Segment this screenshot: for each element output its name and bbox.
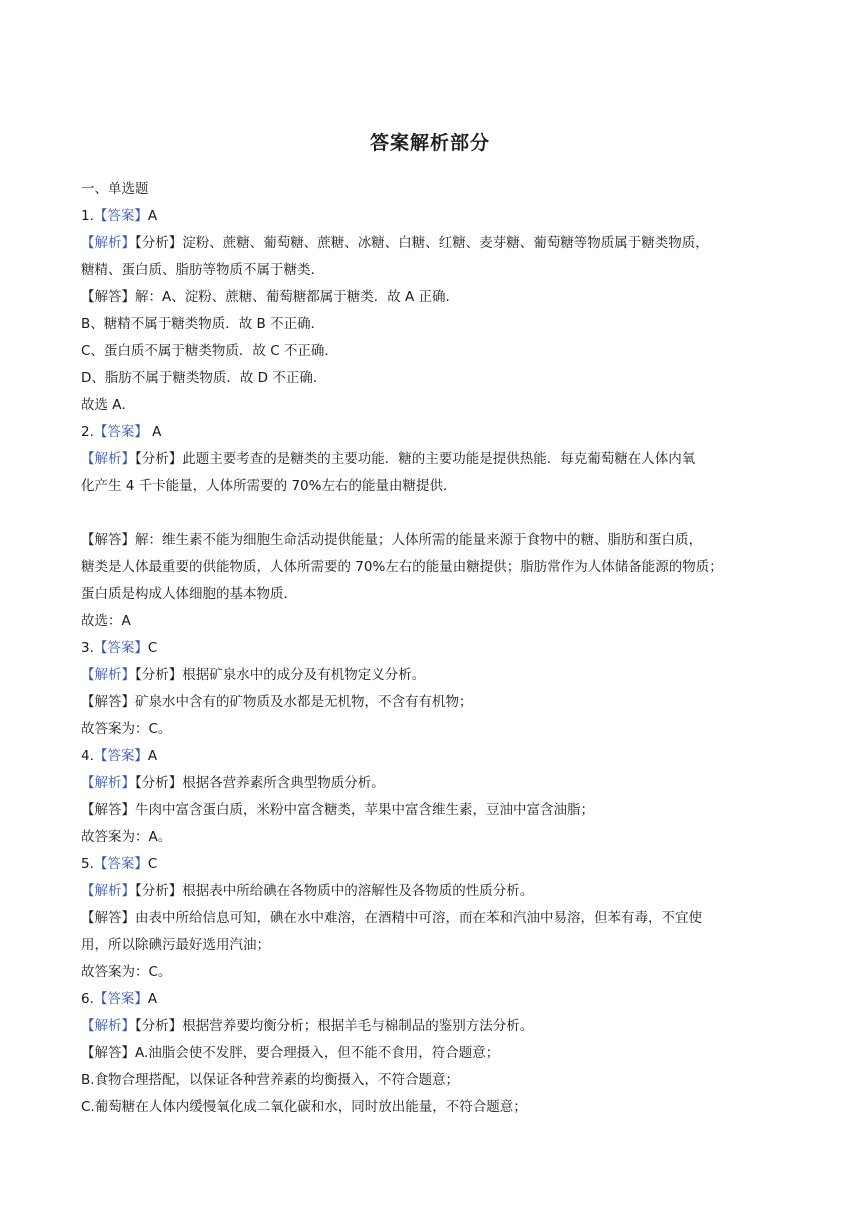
conclusion-line: 故答案为：C。	[81, 964, 172, 980]
analysis-line	[81, 662, 781, 689]
analysis-text-cont: 化产生 4 千卡能量，人体所需要的 70%左右的能量由糖提供．	[81, 478, 457, 494]
solution-line: 【解答】解：A、淀粉、蔗糖、葡萄糖都属于糖类．故 A 正确．	[81, 289, 460, 305]
answer-line-2	[81, 419, 781, 446]
solution-line: D、脂肪不属于糖类物质．故 D 不正确．	[81, 370, 327, 386]
solution-line: 糖类是人体最重要的供能物质，人体所需要的 70%左右的能量由糖提供；脂肪常作为人体储备能源的物质；	[81, 559, 723, 575]
analysis-label: 【解析】	[81, 883, 135, 899]
analysis-label: 【解析】	[81, 1018, 135, 1034]
solution-line: 【解答】A.油脂会使不发胖，要合理摄入，但不能不食用，符合题意；	[81, 1045, 500, 1061]
answer-line-3	[81, 635, 781, 662]
answer-label: 【答案】	[93, 748, 148, 764]
analysis-text: 【分析】根据各营养素所含典型物质分析。	[135, 775, 385, 791]
solution-line: 【解答】解：维生素不能为细胞生命活动提供能量；人体所需的能量来源于食物中的糖、脂肪和蛋白质，	[81, 532, 702, 548]
page-title: 答案解析部分	[369, 132, 490, 154]
answer-value: A	[147, 991, 158, 1007]
answer-value: A	[147, 424, 162, 440]
solution-line: 用，所以除碘污最好选用汽油；	[81, 937, 270, 953]
analysis-line	[81, 1013, 781, 1040]
answer-label: 【答案】	[93, 208, 148, 224]
solution-line: 【解答】牛肉中富含蛋白质，米粉中富含糖类，苹果中富含维生素，豆油中富含油脂；	[81, 802, 594, 818]
analysis-text: 【分析】此题主要考查的是糖类的主要功能．糖的主要功能是提供热能．每克葡萄糖在人体内氧	[135, 451, 696, 467]
analysis-line	[81, 446, 781, 473]
analysis-text-cont: 糖精、蛋白质、脂肪等物质不属于糖类.	[81, 262, 315, 278]
solution-line: C、蛋白质不属于糖类物质．故 C 不正确．	[81, 343, 338, 359]
analysis-label: 【解析】	[81, 451, 135, 467]
section-heading: 一、单选题	[81, 181, 149, 197]
answer-content	[81, 176, 781, 1121]
answer-label: 【答案】	[93, 856, 148, 872]
answer-label: 【答案】	[93, 640, 148, 656]
analysis-text: 【分析】根据表中所给碘在各物质中的溶解性及各物质的性质分析。	[135, 883, 534, 899]
analysis-label: 【解析】	[81, 667, 135, 683]
analysis-label: 【解析】	[81, 235, 135, 251]
question-number: 5.	[81, 856, 94, 872]
answer-value: A	[147, 748, 158, 764]
question-number: 2.	[81, 424, 94, 440]
blank-line	[81, 500, 781, 527]
conclusion-line: 故选 A．	[81, 397, 136, 413]
solution-line: 【解答】由表中所给信息可知，碘在水中难溶，在酒精中可溶，而在苯和汽油中易溶，但苯有毒，不宜使	[81, 910, 702, 926]
answer-value: C	[147, 856, 158, 872]
conclusion-line: 故答案为：C。	[81, 721, 172, 737]
question-number: 6.	[81, 991, 94, 1007]
question-number: 3.	[81, 640, 94, 656]
analysis-text: 【分析】淀粉、蔗糖、葡萄糖、蔗糖、冰糖、白糖、红糖、麦芽糖、葡萄糖等物质属于糖类物质，	[135, 235, 709, 251]
answer-line-1	[81, 203, 781, 230]
answer-label: 【答案】	[93, 991, 148, 1007]
answer-value: A	[147, 208, 158, 224]
answer-label: 【答案】	[93, 424, 148, 440]
analysis-line	[81, 770, 781, 797]
analysis-line	[81, 878, 781, 905]
conclusion-line: 故选：A	[81, 613, 131, 629]
solution-line: C.葡萄糖在人体内缓慢氧化成二氧化碳和水，同时放出能量，不符合题意；	[81, 1099, 527, 1115]
answer-value: C	[147, 640, 158, 656]
analysis-label: 【解析】	[81, 775, 135, 791]
conclusion-line: 故答案为：A。	[81, 829, 172, 845]
question-number: 1.	[81, 208, 94, 224]
solution-line: 蛋白质是构成人体细胞的基本物质．	[81, 586, 297, 602]
solution-line: B.食物合理搭配，以保证各种营养素的均衡摄入，不符合题意；	[81, 1072, 460, 1088]
answer-line-6	[81, 986, 781, 1013]
question-number: 4.	[81, 748, 94, 764]
solution-line: B、糖精不属于糖类物质．故 B 不正确．	[81, 316, 325, 332]
analysis-text: 【分析】根据营养要均衡分析；根据羊毛与棉制品的鉴别方法分析。	[135, 1018, 534, 1034]
analysis-line	[81, 230, 781, 257]
answer-line-4	[81, 743, 781, 770]
analysis-text: 【分析】根据矿泉水中的成分及有机物定义分析。	[135, 667, 426, 683]
solution-line: 【解答】矿泉水中含有的矿物质及水都是无机物，不含有有机物；	[81, 694, 473, 710]
answer-line-5	[81, 851, 781, 878]
